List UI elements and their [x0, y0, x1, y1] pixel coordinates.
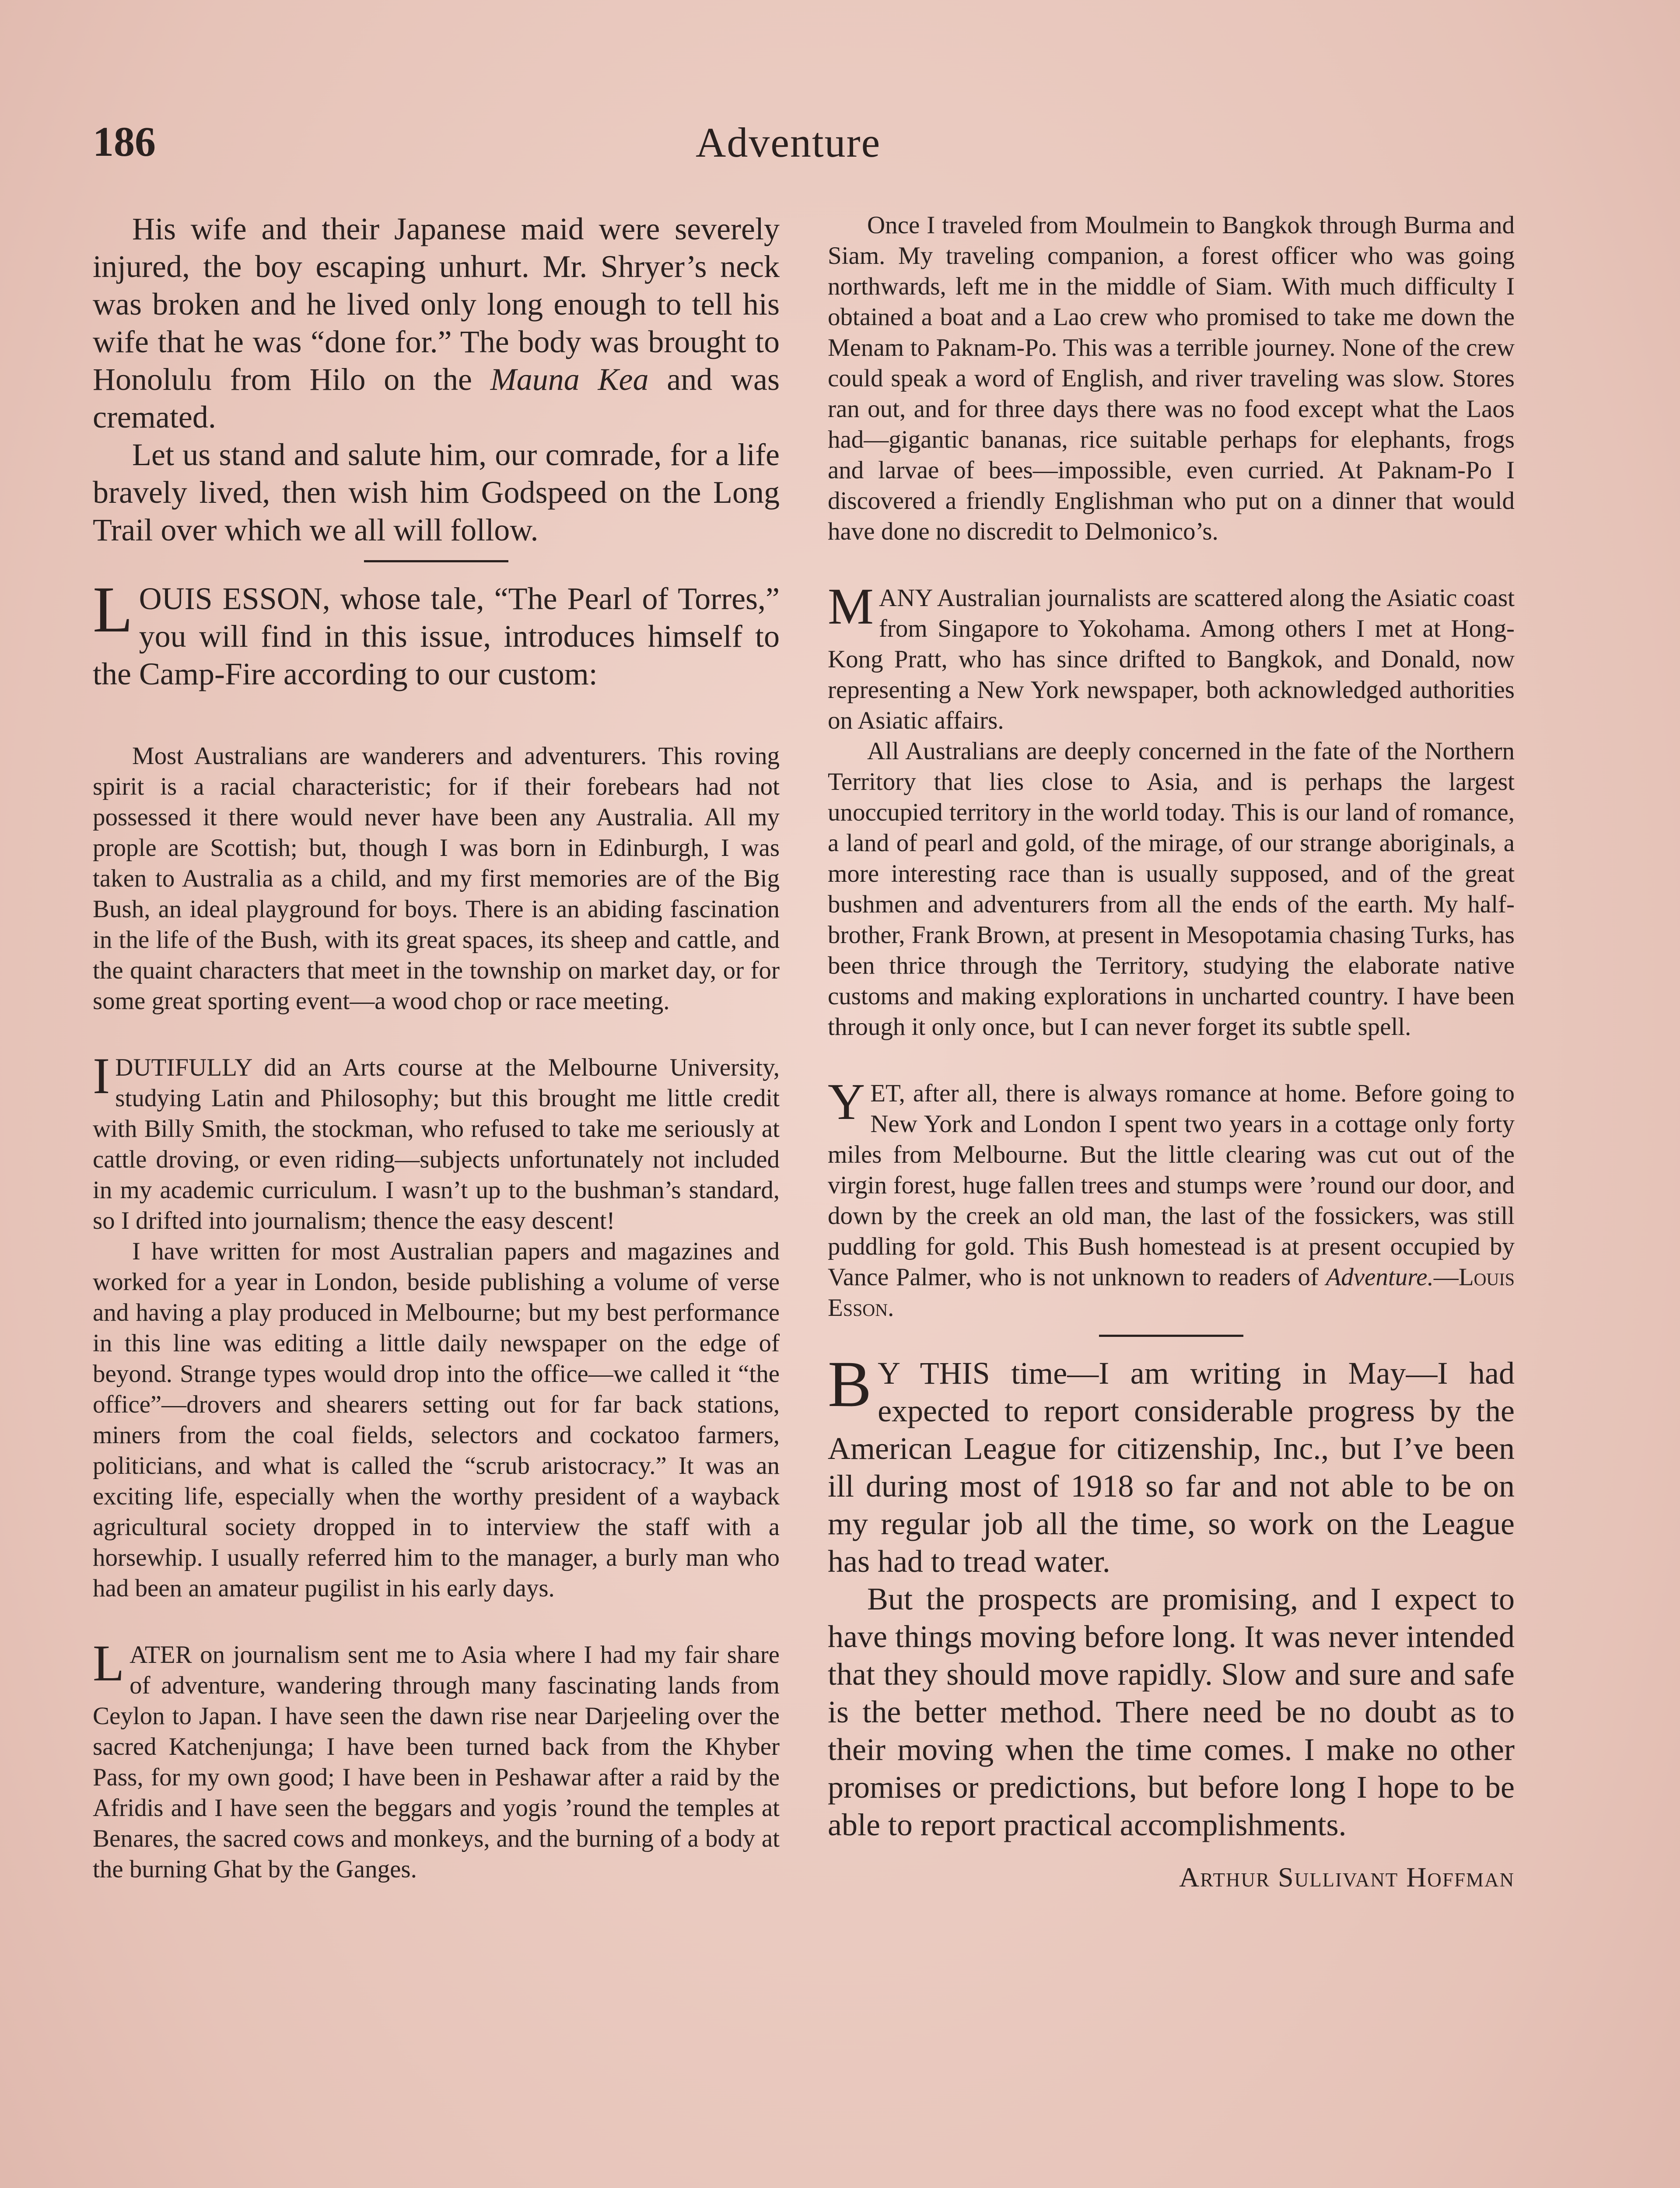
paragraph-obituary	[93, 210, 780, 436]
paragraph-quote: Most Australians are wanderers and adventurers. This roving spirit is a racial characteristic; for if their forebears had not possessed it there would never have been any Australia. All my prople are Scottish; but, though I was born in Edinburgh, I was taken to Australia as a child, and my first memories are of the Big Bush, an ideal playground for boys. There is an abiding fascination in the life of the Bush, with its great spaces, its sheep and cattle, and the quaint characters that meet in the township on market day, or for some great sporting event—a wood chop or race meeting.	[93, 742, 780, 1015]
drop-cap: B	[828, 1348, 872, 1420]
paragraph-quote: All Australians are deeply concerned in the fate of the Northern Territory that lies close to Asia, and is perhaps the largest unoccupied territory in the world today. This is our land of romance, a land of pearl and gold, of the mirage, of our strange aboriginals, a more interesting race than is usually supposed, and of the great bushmen and adventurers from all the ends of the earth. My half-brother, Frank Brown, at present in Mesopotamia chasing Turks, has been thrice through the Territory, studying the elaborate native customs and making explorations in uncharted country. I have been through it only once, but I can never forget its subtle spell.	[828, 737, 1515, 1041]
spacer	[828, 547, 1515, 583]
text-run: His wife and their Japanese maid were severely injured, the boy escaping unhurt. Mr. Shryer’s neck was broken and he lived only long enough to tell his wife that he was “done for.” The body was brought to Honolulu from Hilo on the	[93, 211, 780, 397]
drop-cap: L	[93, 573, 133, 646]
text-run: ET, after all, there is always romance at home. Before going to New York and London I spent two years in a cottage only forty miles from Melbourne. But the little clearing was cut out of the virgin forest, huge fallen trees and stumps were ’round our door, and down by the creek an old man, the last of the fossickers, was still puddling for gold. This Bush homestead is at present occupied by Vance Palmer, who is not unknown to readers of	[828, 1080, 1515, 1291]
text-run: ANY Australian journalists are scattered along the Asiatic coast from Singapore to Yokohama. Among others I met at Hong-Kong Pratt, who has since drifted to Bangkok, and Donald, now representing a New York newspaper, both acknowledged authorities on Asiatic affairs.	[828, 584, 1515, 734]
text-run: DUTIFULLY did an Arts course at the Melbourne University, studying Latin and Philosophy; but this brought me little credit with Billy Smith, the stockman, who refused to take me seriously at cattle droving, or even riding—subjects unfortunately not included in my academic curriculum. I wasn’t up to the bushman’s standard, so I drifted into journalism; thence the easy descent!	[93, 1054, 780, 1234]
editor-signature: Arthur Sullivant Hoffman	[1179, 1862, 1515, 1893]
drop-cap: L	[93, 1634, 125, 1692]
spacer	[93, 1017, 780, 1052]
right-column	[828, 210, 1515, 1893]
paragraph-quote	[93, 1047, 780, 1236]
left-column	[93, 210, 780, 1885]
drop-cap: I	[93, 1047, 110, 1105]
spacer	[93, 1604, 780, 1640]
paragraph-salute: Let us stand and salute him, our comrade, for a life bravely lived, then wish him Godspeed on the Long Trail over which we all will follow.	[93, 437, 780, 547]
text-run: ATER on journalism sent me to Asia where I had my fair share of adventure, wandering through many fascinating lands from Ceylon to Japan. I have seen the dawn rise near Darjeeling over the sacred Katchenjunga; I have been turned back from the Khyber Pass, for my own good; I have been in Peshawar after a raid by the Afridis and I have seen the beggars and yogis ’round the temples at Benares, the sacred cows and monkeys, and the burning of a body at the burning Ghat by the Ganges.	[93, 1641, 780, 1883]
magazine-name: Adventure.	[1326, 1263, 1434, 1291]
paragraph-quote	[93, 1634, 780, 1885]
section-divider	[1099, 1335, 1243, 1337]
text-run: OUIS ESSON, whose tale, “The Pearl of Torres,” you will find in this issue, introduces himself to the Camp-Fire according to our custom:	[93, 581, 780, 691]
drop-cap: M	[828, 578, 874, 635]
paragraph-editorial	[828, 1348, 1515, 1580]
page-number: 186	[93, 118, 156, 165]
ship-name: Mauna Kea	[490, 362, 649, 397]
drop-cap: Y	[828, 1073, 865, 1130]
paragraph-intro	[93, 573, 780, 693]
paragraph-quote	[828, 1073, 1515, 1323]
paragraph-quote: Once I traveled from Moulmein to Bangkok through Burma and Siam. My traveling companion, a forest officer who was going northwards, left me in the middle of Siam. With much difficulty I obtained a boat and a Lao crew who promised to take me down the Menam to Paknam-Po. This was a terrible journey. None of the crew could speak a word of English, and river traveling was slow. Stores ran out, and for three days there was no food except what the Laos had—gigantic bananas, rice suitable perhaps for elephants, frogs and larvae of bees—impossible, even curried. At Paknam-Po I discovered a friendly Englishman who put on a dinner that would have done no discredit to Delmonico’s.	[828, 211, 1515, 545]
text-run: Y THIS time—I am writing in May—I had expected to report considerable progress by the American League for citizenship, Inc., but I’ve been ill during most of 1918 so far and not able to be on my regular job all the time, so work on the League has had to tread water.	[828, 1356, 1515, 1579]
spacer	[93, 693, 780, 741]
author-credit: —Louis Esson.	[828, 1263, 1515, 1322]
running-head: Adventure	[696, 119, 881, 166]
paragraph-quote	[828, 578, 1515, 736]
text-run: and was cremated.	[93, 362, 780, 435]
paragraph-editorial: But the prospects are promising, and I expect to have things moving before long. It was never intended that they should move rapidly. Slow and sure and safe is the better method. There need be no doubt as to their moving when the time comes. I make no other promises or predictions, but before long I hope to be able to report practical accomplishments.	[828, 1581, 1515, 1842]
section-divider	[364, 560, 508, 562]
paragraph-quote: I have written for most Australian papers and magazines and worked for a year in London, beside publishing a volume of verse and having a play produced in Melbourne; but my best performance in this line was editing a little daily newspaper on the edge of beyond. Strange types would drop into the office—we called it “the office”—drovers and shearers setting out for far back stations, miners from the coal fields, selectors and cockatoo farmers, politicians, and what is called the “scrub aristocracy.” It was an exciting life, especially when the worthy president of a wayback agricultural society dropped in to interview the staff with a horsewhip. I usually referred him to the manager, a burly man who had been an amateur pugilist in his early days.	[93, 1238, 780, 1602]
spacer	[828, 1042, 1515, 1078]
